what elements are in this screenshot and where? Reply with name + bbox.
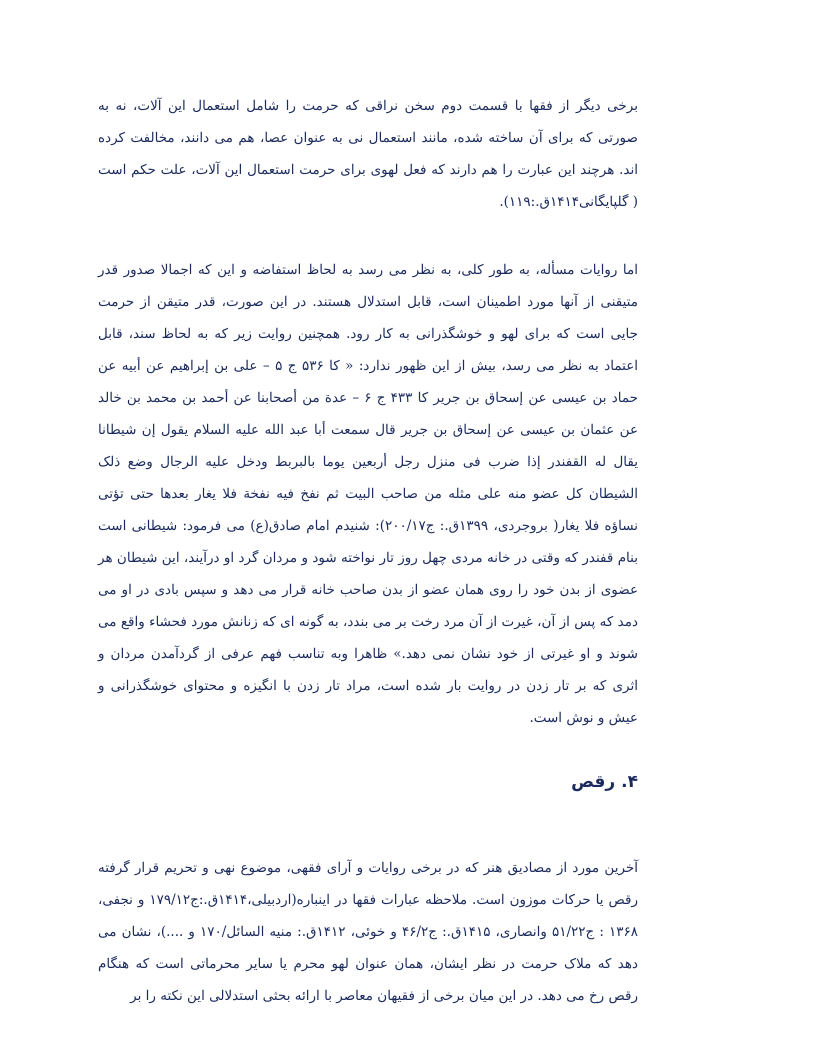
paragraph-dance: آخرین مورد از مصادیق هنر که در برخی روایات و آرای فقهی، موضوع نهی و تحریم قرار گرفته رقص یا حرکات موزون است. ملاحظه عبارات فقها در اینباره(اردبیلی،۱۴۱۴ق.:ج۱۷۹/۱۲ و نجفی، ۱۳۶۸ : ج۵۱/۲۲ وانصاری، ۱۴۱۵ق.: ج۴۶/۲ و خوئی، ۱۴۱۲ق.: منیه السائل/۱۷۰ و ....)، نشان می دهد که ملاک حرمت در نظر ایشان، همان عنوان لهو محرم یا سایر محرماتی است که هنگام رقص رخ می دهد. در این میان برخی از فقیهان معاصر با ارائه بحثی استدلالی این نکته را بر bbox=[98, 860, 639, 1004]
paragraph-instruments-opinion: برخی دیگر از فقها با قسمت دوم سخن نراقی که حرمت را شامل استعمال این آلات، نه به صورتی که برای آن ساخته شده، مانند استعمال نی به عنوان عصا، هم می دانند، مخالفت کرده اند. هرچند این عبارت را هم دارند که فعل لهوی برای حرمت استعمال این آلات، علت حکم است ( گلپایگانی۱۴۱۴ق.:۱۱۹). bbox=[98, 98, 638, 210]
paragraph-narrations: اما روایات مسأله، به طور کلی، به نظر می رسد به لحاظ استفاضه و این که اجمالا صدور قدر متیقنی از آنها مورد اطمینان است، قابل استدلال هستند. در این صورت، قدر متیقن از حرمت جایی است که برای لهو و خوشگذرانی به کار رود. همچنین روایت زیر که به لحاظ سند، قابل اعتماد به نظر می رسد، بیش از این ظهور ندارد: « کا ۵۳۶ ج ۵ – علی بن إبراهیم عن أبیه عن حماد بن عیسى عن إسحاق بن جریر کا ۴۳۳ ج ۶ – عدة من أصحابنا عن أحمد بن محمد بن خالد عن عثمان بن عیسى عن إسحاق بن جریر قال سمعت أبا عبد الله علیه السلام یقول إن شیطانا یقال له القفندر إذا ضرب فی منزل رجل أربعین یوما بالبربط ودخل علیه الرجال وضع ذلک الشیطان کل عضو منه على مثله من صاحب البیت ثم نفخ فیه نفخة فلا یغار بعدها حتى تؤتى نساؤه فلا یغار( بروجردی، ۱۳۹۹ق.: ج۲۰۰/۱۷): شنیدم امام صادق(ع) می فرمود: شیطانی است بنام قفندر که وقتی در خانه مردی چهل روز تار نواخته شود و مردان گرد او درآیند، این شیطان هر عضوی از بدن خود را روی همان عضو از بدن صاحب خانه قرار می دهد و سپس بادی در او می دمد که پس از آن، غیرت از آن مرد رخت بر می بندد، به گونه ای که زنانش مورد فحشاء واقع می شوند و او غیرتی از خود نشان نمی دهد.» ظاهرا وبه تناسب فهم عرفی از گردآمدن مردان و اثری که بر تار زدن در روایت بار شده است، مراد تار زدن با انگیزه و محتوای خوشگذرانی و عیش و نوش است. bbox=[98, 262, 639, 726]
document-page bbox=[98, 90, 638, 1012]
section-heading-dance: ۴. رقص bbox=[571, 772, 638, 792]
